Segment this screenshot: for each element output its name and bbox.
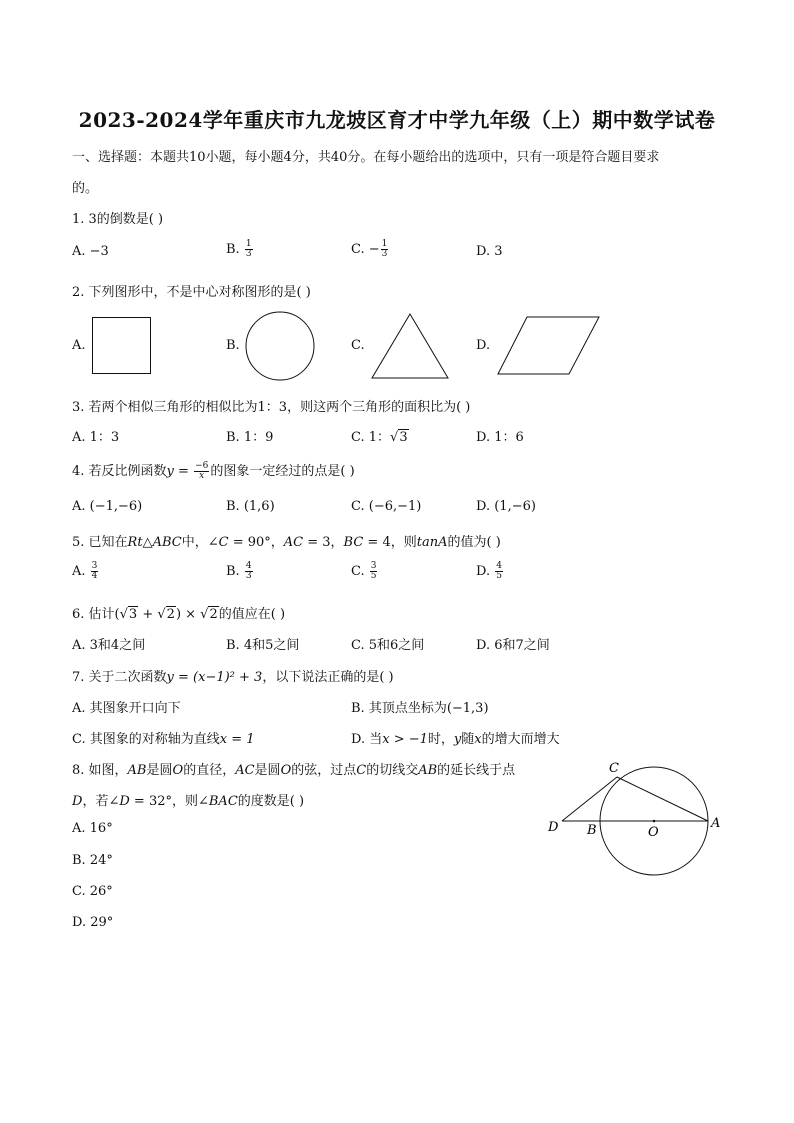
q7-option-c xyxy=(72,728,255,747)
figure-label-b: B xyxy=(587,823,597,838)
q7-option-d-text-3: 随 xyxy=(461,732,475,747)
q5-option-d-label: D. xyxy=(476,564,495,579)
q8-text-2c: = 32°，则∠ xyxy=(129,794,209,809)
q2-option-b-label: B. xyxy=(226,338,240,353)
q6-sqrt-2: √2 xyxy=(157,607,175,622)
q8-option-b: B. 24° xyxy=(72,853,113,868)
q5-angle-c: C xyxy=(218,535,229,550)
q7-option-c-math: x = 1 xyxy=(219,732,255,747)
q7-option-d-math: x > −1 xyxy=(382,732,428,747)
q2-option-a-label: A. xyxy=(72,338,86,353)
q6-text-1: 6. 估计( xyxy=(72,607,120,622)
q8-option-a: A. 16° xyxy=(72,821,113,836)
question-4-stem xyxy=(72,460,355,481)
q5-b-denominator: 3 xyxy=(245,571,252,581)
q6-option-d: D. 6和7之间 xyxy=(476,638,550,653)
q5-a-fraction xyxy=(91,562,99,581)
q7-option-d-x: x xyxy=(474,732,482,747)
q5-text-5: = 4，则 xyxy=(363,535,417,550)
q4-y: y xyxy=(166,464,174,479)
q8-text-1e: 的弦，过点 xyxy=(291,763,357,778)
question-3-stem: 3. 若两个相似三角形的相似比为1：3，则这两个三角形的面积比为( ) xyxy=(72,400,471,415)
q1-option-a-value: −3 xyxy=(89,244,109,259)
q5-c-numerator: 3 xyxy=(370,561,377,571)
q8-text-1c: 的直径， xyxy=(183,763,236,778)
q3-option-d: D. 1：6 xyxy=(476,430,524,445)
q7-text-1: 7. 关于二次函数 xyxy=(72,670,167,685)
q3-option-c-sqrt: √3 xyxy=(390,430,408,445)
q8-angle-d: D xyxy=(119,794,130,809)
question-8-stem-line2 xyxy=(72,790,304,809)
q5-text-6: 的值为( ) xyxy=(447,535,501,550)
section-instructions-line2: 的。 xyxy=(72,181,99,196)
q8-angle-bac: BAC xyxy=(208,794,238,809)
q5-triangle-symbol: △ xyxy=(142,535,153,550)
q6-text-3: 的值应在( ) xyxy=(218,607,286,622)
q1-option-b-label: B. xyxy=(226,242,244,257)
q4-stem-pre: 4. 若反比例函数 xyxy=(72,464,167,479)
q1-option-c xyxy=(351,240,389,259)
q1-c-numerator: 1 xyxy=(381,239,388,249)
q5-bc: BC xyxy=(343,535,364,550)
q4-option-b: B. (1,6) xyxy=(226,499,275,514)
question-1-stem: 1. 3的倒数是( ) xyxy=(72,212,164,227)
q3-option-b: B. 1：9 xyxy=(226,430,274,445)
q8-text-1a: 8. 如图， xyxy=(72,763,128,778)
q8-c: C xyxy=(356,763,367,778)
q2-option-c-label: C. xyxy=(351,338,365,353)
question-8-stem-line1 xyxy=(72,759,515,778)
figure-chord-ca xyxy=(617,777,708,821)
figure-label-d: D xyxy=(548,820,559,835)
q6-sqrt-3: √2 xyxy=(200,607,218,622)
q8-o2: O xyxy=(280,763,292,778)
q1-option-b xyxy=(226,240,254,259)
q5-option-a-label: A. xyxy=(72,564,90,579)
q4-option-d: D. (1,−6) xyxy=(476,499,536,514)
q7-option-a: A. 其图象开口向下 xyxy=(72,701,181,716)
q5-d-fraction xyxy=(495,562,503,581)
q1-option-a-label: A. xyxy=(72,244,90,259)
q6-plus: + xyxy=(138,607,158,622)
figure-label-a: A xyxy=(711,816,721,831)
parallelogram-shape xyxy=(497,316,601,376)
figure-label-o: O xyxy=(648,825,659,840)
q1-option-c-label: C. xyxy=(351,242,369,257)
q5-b-fraction xyxy=(245,562,253,581)
q5-option-b-label: B. xyxy=(226,564,244,579)
q8-text-1g: 的延长线于点 xyxy=(437,763,516,778)
q5-option-b xyxy=(226,562,254,581)
q7-option-d-text-4: 的增大而增大 xyxy=(481,732,560,747)
q8-o1: O xyxy=(172,763,184,778)
q4-option-c: C. (−6,−1) xyxy=(351,499,422,514)
q7-expression: y = (x−1)² + 3 xyxy=(166,670,263,685)
q5-a-denominator: 4 xyxy=(91,571,98,581)
q5-text-3: = 90°， xyxy=(228,535,284,550)
q1-option-d xyxy=(476,244,503,259)
q5-option-a xyxy=(72,562,99,581)
q5-c-fraction xyxy=(370,562,378,581)
q5-c-denominator: 5 xyxy=(370,571,377,581)
q3-option-c xyxy=(351,426,409,445)
q7-text-2: ，以下说法正确的是( ) xyxy=(262,670,394,685)
q6-option-b: B. 4和5之间 xyxy=(226,638,300,653)
q1-b-denominator: 3 xyxy=(245,249,252,259)
q1-option-d-label: D. xyxy=(476,244,495,259)
q5-option-c-label: C. xyxy=(351,564,369,579)
q8-text-2d: 的度数是( ) xyxy=(237,794,305,809)
q3-option-a: A. 1：3 xyxy=(72,430,120,445)
q8-option-c: C. 26° xyxy=(72,884,113,899)
q8-ab2: AB xyxy=(418,763,438,778)
q8-text-2b: ，若∠ xyxy=(82,794,120,809)
q7-option-c-text: C. 其图象的对称轴为直线 xyxy=(72,732,220,747)
q8-text-1d: 是圆 xyxy=(254,763,281,778)
circle-tangent-figure xyxy=(540,755,730,880)
question-7-stem xyxy=(72,666,394,685)
q5-d-denominator: 5 xyxy=(496,571,502,581)
q7-option-d xyxy=(351,728,560,747)
q6-radicand-3: 2 xyxy=(209,607,218,622)
q6-sqrt-1: √3 xyxy=(119,607,138,622)
page-title: 2023-2024学年重庆市九龙坡区育才中学九年级（上）期中数学试卷 xyxy=(78,108,716,132)
q1-option-c-sign: − xyxy=(368,242,380,257)
question-5-stem xyxy=(72,531,501,550)
q5-option-d xyxy=(476,562,504,581)
q5-text-2: 中，∠ xyxy=(181,535,219,550)
q4-denominator: x xyxy=(199,471,205,481)
q5-abc: ABC xyxy=(152,535,182,550)
figure-tangent-dc xyxy=(562,777,617,821)
q5-tana: tanA xyxy=(416,535,448,550)
q7-option-d-text-2: 时， xyxy=(427,732,454,747)
q5-ac: AC xyxy=(283,535,304,550)
section-instructions-line1: 一、选择题：本题共10小题，每小题4分，共40分。在每小题给出的选项中，只有一项是符合题目要求 xyxy=(72,150,660,165)
square-shape xyxy=(92,317,152,375)
q3-option-c-radicand: 3 xyxy=(399,430,408,445)
q6-radicand-2: 2 xyxy=(166,607,175,622)
q5-text-4: = 3， xyxy=(303,535,344,550)
figure-center-point xyxy=(653,820,656,823)
q4-option-a: A. (−1,−6) xyxy=(72,499,143,514)
q6-text-2: ) × xyxy=(175,607,201,622)
q4-stem-post: 的图象一定经过的点是( ) xyxy=(210,464,355,479)
q8-ab: AB xyxy=(127,763,147,778)
q8-ac: AC xyxy=(235,763,255,778)
q3-option-c-prefix: C. 1： xyxy=(351,430,391,445)
q5-d-numerator: 4 xyxy=(496,561,502,571)
question-6-stem xyxy=(72,603,285,622)
q2-option-d-label: D. xyxy=(476,338,491,353)
q1-option-c-fraction xyxy=(381,240,389,259)
q7-option-b: B. 其顶点坐标为(−1,3) xyxy=(351,701,489,716)
q8-text-1f: 的切线交 xyxy=(366,763,419,778)
q8-point-d: D xyxy=(72,794,83,809)
q1-option-b-fraction xyxy=(245,240,253,259)
q1-c-denominator: 3 xyxy=(381,249,388,259)
q4-fraction xyxy=(194,462,209,481)
q5-a-numerator: 3 xyxy=(91,561,98,571)
q4-numerator: −6 xyxy=(195,461,209,471)
question-2-stem: 2. 下列图形中，不是中心对称图形的是( ) xyxy=(72,285,311,300)
circle-shape xyxy=(245,311,317,383)
q6-radicand-1: 3 xyxy=(128,607,138,622)
q1-b-numerator: 1 xyxy=(245,239,252,249)
q4-equals: = xyxy=(173,464,194,479)
q5-rt: Rt xyxy=(127,535,143,550)
triangle-shape xyxy=(370,313,450,379)
q6-option-a: A. 3和4之间 xyxy=(72,638,146,653)
q8-text-1b: 是圆 xyxy=(146,763,173,778)
q7-option-d-y: y xyxy=(453,732,462,747)
q6-option-c: C. 5和6之间 xyxy=(351,638,425,653)
q5-b-numerator: 4 xyxy=(245,561,252,571)
q1-option-a xyxy=(72,244,109,259)
q8-option-d: D. 29° xyxy=(72,915,114,930)
q1-option-d-value: 3 xyxy=(494,244,503,259)
q5-option-c xyxy=(351,562,378,581)
q5-text-1: 5. 已知在 xyxy=(72,535,128,550)
figure-label-c: C xyxy=(609,761,619,776)
q7-option-d-text-1: D. 当 xyxy=(351,732,383,747)
